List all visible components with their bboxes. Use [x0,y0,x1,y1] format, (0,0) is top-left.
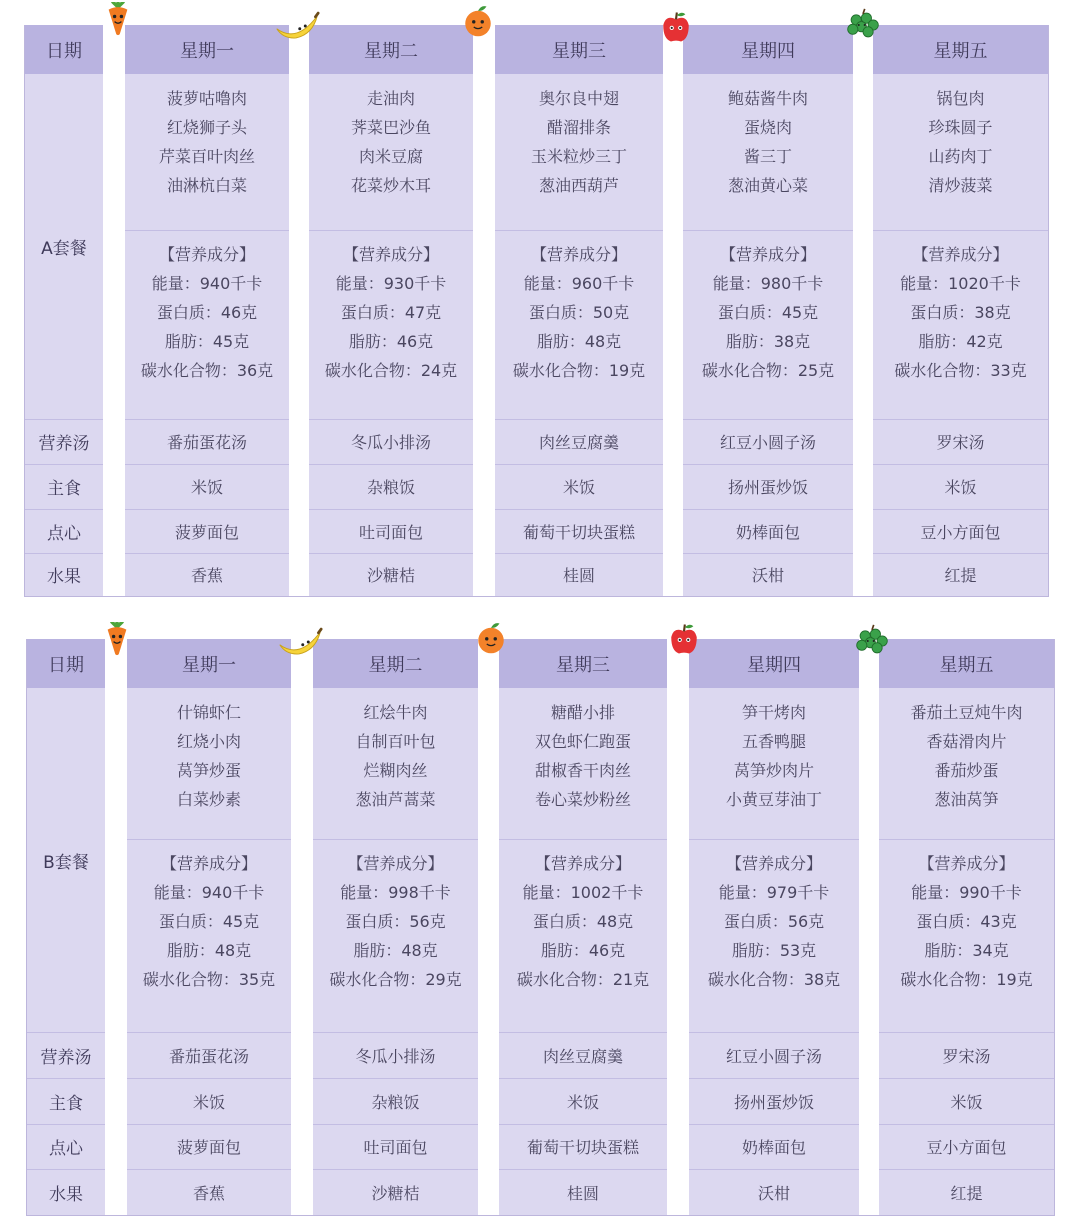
day-column [313,639,478,1215]
orange-icon [474,621,508,655]
row-value: 罗宋汤 [942,1046,991,1066]
day-column [879,639,1054,1215]
dish-item: 红烧狮子头 [166,118,247,137]
row-value: 肉丝豆腐羹 [538,433,619,452]
row-value: 沙糖桔 [366,566,415,585]
day-header: 星期二 [313,639,478,688]
day-column [125,25,289,596]
apple-icon [667,622,701,656]
nutrition-line: 能量：990千卡 [911,883,1022,902]
row-label: 点心 [49,1139,83,1159]
set-label: A套餐 [41,239,87,259]
row-value: 菠萝面包 [174,522,239,542]
dish-item: 蛋烧肉 [743,118,792,137]
dish-item: 烂糊肉丝 [363,761,428,780]
dish-item: 肉米豆腐 [358,147,423,166]
row-value: 奶棒面包 [741,1138,806,1157]
row-value: 冬瓜小排汤 [350,433,431,452]
row-value: 菠萝面包 [176,1138,241,1157]
dish-item: 香菇滑肉片 [926,732,1007,751]
dish-item: 卷心菜炒粉丝 [534,790,631,809]
dish-list [313,688,478,839]
dish-item: 自制百叶包 [355,732,436,751]
dish-list [499,688,667,839]
row-value: 米饭 [192,1092,225,1112]
day-column [499,639,667,1215]
dish-item: 醋溜排条 [546,118,611,137]
nutrition-line: 蛋白质：48克 [532,912,634,931]
row-label: 点心 [47,523,81,544]
grapes-icon [855,624,889,658]
set-label: B套餐 [43,852,89,873]
dish-list [689,688,859,839]
nutrition-line: 碳水化合物：25克 [701,361,835,380]
day-header: 星期三 [495,25,663,74]
dish-item: 番茄炒蛋 [934,761,999,780]
orange-icon [461,4,495,38]
dish-item: 小黄豆芽油丁 [725,790,822,809]
nutrition-info [879,839,1054,1032]
dish-item: 菠萝咕噜肉 [166,89,247,108]
nutrition-line: 蛋白质：45克 [158,912,260,931]
day-header: 星期一 [125,25,289,74]
row-value: 香蕉 [192,1183,225,1203]
nutrition-line: 脂肪：53克 [731,941,817,960]
dish-item: 什锦虾仁 [176,703,241,722]
nutrition-line: 【营养成分】 [160,854,257,873]
nutrition-line: 【营养成分】 [912,245,1009,264]
grapes-icon [846,8,880,42]
dish-item: 葱油西葫芦 [538,176,619,195]
dish-item: 葱油芦蒿菜 [355,790,436,809]
day-header: 星期四 [683,25,853,74]
dish-item: 清炒菠菜 [928,176,993,195]
row-value: 扬州蛋炒饭 [727,478,808,497]
dish-item: 糖醋小排 [550,703,615,722]
day-header: 星期五 [879,639,1054,688]
nutrition-line: 碳水化合物：19克 [512,361,646,380]
dish-item: 山药肉丁 [928,147,993,166]
dish-list [125,74,289,230]
nutrition-line: 碳水化合物：21克 [516,970,650,989]
nutrition-line: 能量：960千卡 [523,274,635,293]
dish-list [309,74,473,230]
day-column [683,25,853,596]
nutrition-line: 蛋白质：56克 [345,912,446,931]
carrot-icon [101,2,135,36]
dish-item: 走油肉 [366,89,415,108]
row-value: 米饭 [562,478,595,497]
dish-item: 双色虾仁跑蛋 [534,732,631,751]
day-header: 星期一 [127,639,291,688]
row-value: 米饭 [950,1092,983,1112]
nutrition-line: 脂肪：46克 [540,941,626,960]
row-value: 豆小方面包 [920,522,1001,542]
day-header: 星期四 [689,639,859,688]
nutrition-line: 脂肪：48克 [536,332,622,351]
nutrition-line: 【营养成分】 [719,245,816,264]
dish-item: 油淋杭白菜 [166,176,247,195]
dish-item: 番茄土豆炖牛肉 [910,703,1023,722]
dish-list [873,74,1048,230]
nutrition-line: 脂肪：48克 [166,941,252,960]
row-value: 沙糖桔 [371,1183,420,1203]
row-value: 红提 [944,566,977,585]
nutrition-line: 脂肪：48克 [353,941,438,960]
date-header: 日期 [27,639,105,688]
day-header: 星期三 [499,639,667,688]
row-value: 米饭 [190,478,223,497]
dish-item: 鲍菇酱牛肉 [727,89,808,108]
dish-list [127,688,291,839]
nutrition-info [873,230,1048,419]
nutrition-line: 【营养成分】 [725,854,822,873]
nutrition-line: 碳水化合物：19克 [900,970,1033,989]
menu-table-b [26,639,1055,1216]
dish-item: 莴笋炒蛋 [176,761,241,780]
day-header: 星期二 [309,25,473,74]
row-value: 奶棒面包 [735,522,800,542]
carrot-icon [100,622,134,656]
nutrition-line: 蛋白质：43克 [916,912,1017,931]
nutrition-line: 脂肪：42克 [918,332,1003,351]
nutrition-line: 能量：930千卡 [335,274,447,293]
nutrition-info [313,839,478,1032]
nutrition-line: 碳水化合物：33克 [894,361,1027,380]
row-value: 桂圆 [566,1183,599,1203]
dish-item: 葱油黄心菜 [727,176,808,195]
nutrition-line: 能量：979千卡 [718,883,830,902]
nutrition-info [499,839,667,1032]
dish-item: 莴笋炒肉片 [733,761,814,780]
row-value: 番茄蛋花汤 [168,1046,249,1066]
row-value: 香蕉 [190,566,223,585]
row-label: 水果 [47,567,81,587]
nutrition-line: 脂肪：34克 [924,941,1009,960]
day-column [689,639,859,1215]
nutrition-line: 蛋白质：45克 [717,303,819,322]
dish-list [879,688,1054,839]
row-label: 营养汤 [38,434,90,454]
banana-icon [274,10,308,44]
dish-item: 甜椒香干肉丝 [534,761,631,780]
dish-item: 锅包肉 [936,89,985,108]
nutrition-info [309,230,473,419]
day-header: 星期五 [873,25,1048,74]
nutrition-line: 【营养成分】 [918,854,1015,873]
dish-item: 葱油莴笋 [934,790,999,809]
nutrition-info [683,230,853,419]
nutrition-line: 碳水化合物：29克 [329,970,462,989]
nutrition-line: 能量：940千卡 [151,274,263,293]
nutrition-line: 【营养成分】 [342,245,439,264]
nutrition-line: 【营养成分】 [347,854,444,873]
nutrition-line: 碳水化合物：36克 [140,361,274,380]
nutrition-info [495,230,663,419]
row-value: 扬州蛋炒饭 [733,1092,814,1112]
nutrition-line: 脂肪：38克 [725,332,811,351]
nutrition-line: 【营养成分】 [534,854,631,873]
row-value: 红豆小圆子汤 [719,433,816,452]
row-value: 葡萄干切块蛋糕 [522,522,635,542]
row-value: 杂粮饭 [366,478,415,497]
row-value: 杂粮饭 [371,1092,420,1112]
nutrition-line: 蛋白质：56克 [723,912,825,931]
day-column [309,25,473,596]
day-column [127,639,291,1215]
dish-item: 珍珠圆子 [928,118,993,137]
dish-item: 玉米粒炒三丁 [530,147,627,166]
nutrition-line: 能量：998千卡 [340,883,451,902]
nutrition-line: 碳水化合物：38克 [707,970,841,989]
row-value: 米饭 [566,1092,599,1112]
nutrition-info [689,839,859,1032]
row-label: 主食 [47,479,81,499]
row-value: 豆小方面包 [926,1138,1007,1157]
nutrition-line: 能量：980千卡 [712,274,824,293]
nutrition-line: 脂肪：45克 [164,332,250,351]
row-value: 红提 [950,1183,983,1203]
row-label: 水果 [49,1184,83,1205]
row-value: 冬瓜小排汤 [355,1046,436,1066]
dish-item: 奥尔良中翅 [538,89,619,108]
row-value: 沃柑 [751,566,784,585]
label-column [25,25,103,596]
nutrition-line: 蛋白质：50克 [528,303,630,322]
row-value: 葡萄干切块蛋糕 [526,1138,639,1157]
nutrition-line: 脂肪：46克 [348,332,434,351]
row-label: 营养汤 [40,1047,92,1068]
dish-item: 红烧小肉 [176,732,241,751]
dish-item: 芹菜百叶肉丝 [158,147,255,166]
date-header: 日期 [25,25,103,74]
row-value: 米饭 [944,478,977,497]
nutrition-line: 能量：940千卡 [153,883,265,902]
nutrition-info [127,839,291,1032]
nutrition-line: 【营养成分】 [530,245,627,264]
dish-item: 红烩牛肉 [363,703,428,722]
dish-item: 荠菜巴沙鱼 [350,118,431,137]
row-label: 主食 [49,1093,83,1114]
nutrition-info [125,230,289,419]
nutrition-line: 蛋白质：46克 [156,303,258,322]
dish-item: 花菜炒木耳 [350,176,431,195]
nutrition-line: 碳水化合物：24克 [324,361,458,380]
dish-item: 白菜炒素 [176,790,241,809]
row-value: 沃柑 [757,1183,790,1203]
menu-table-a [24,25,1049,597]
apple-icon [659,10,693,44]
row-value: 肉丝豆腐羹 [542,1046,623,1066]
dish-list [683,74,853,230]
nutrition-line: 能量：1002千卡 [522,883,644,902]
row-value: 吐司面包 [358,522,423,542]
row-value: 红豆小圆子汤 [725,1046,822,1066]
nutrition-line: 蛋白质：38克 [910,303,1011,322]
row-value: 吐司面包 [363,1138,428,1157]
nutrition-line: 能量：1020千卡 [900,274,1021,293]
row-value: 罗宋汤 [936,433,985,452]
row-value: 番茄蛋花汤 [166,433,247,452]
day-column [495,25,663,596]
dish-item: 五香鸭腿 [741,732,806,751]
dish-item: 笋干烤肉 [741,703,806,722]
label-column [27,639,105,1215]
nutrition-line: 【营养成分】 [158,245,255,264]
nutrition-line: 碳水化合物：35克 [142,970,276,989]
day-column [873,25,1048,596]
dish-list [495,74,663,230]
banana-icon [277,626,311,660]
row-value: 桂圆 [562,566,595,585]
dish-item: 酱三丁 [743,147,792,166]
nutrition-line: 蛋白质：47克 [340,303,442,322]
